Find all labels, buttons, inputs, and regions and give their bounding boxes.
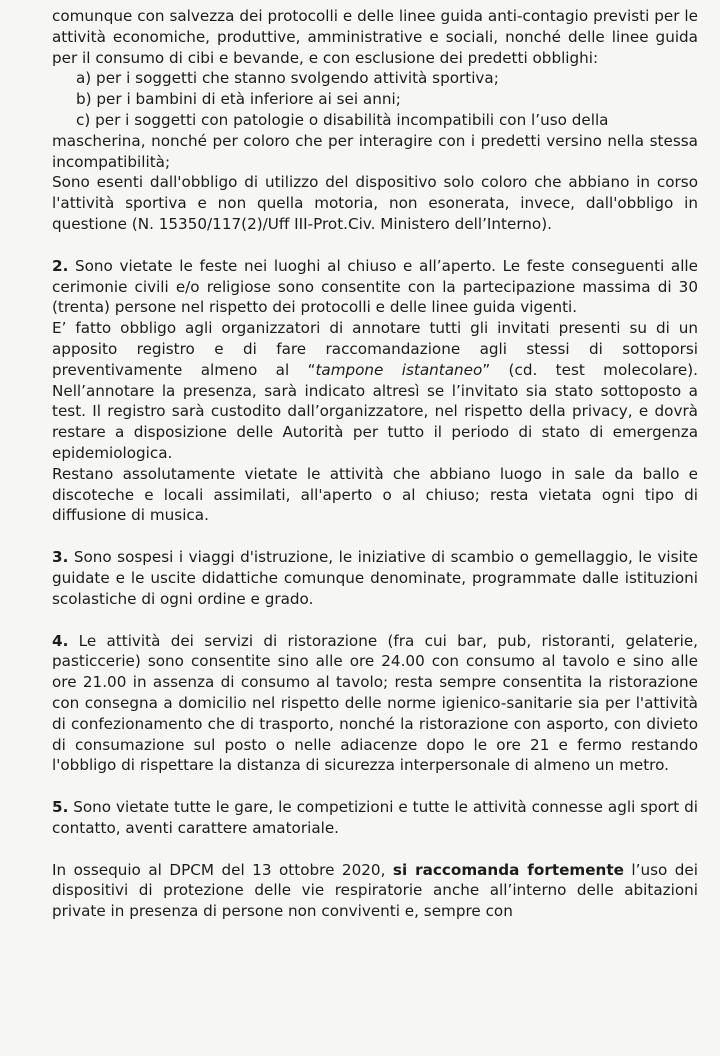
closing-emphasis: si raccomanda fortemente bbox=[392, 860, 624, 879]
section-2-paragraph-3: Restano assolutamente vietate le attività che abbiano luogo in sale da ballo e discoteche e locali assimilati, all'aperto o al chiuso; resta vietata ogni tipo di diffusione di musica. bbox=[52, 464, 698, 525]
intro-paragraph: comunque con salvezza dei protocolli e delle linee guida anti-contagio previsti per le attività economiche, produttive, amministrative e sociali, nonché delle linee guida per il consumo di cibi e bevande, e con esclusione dei predetti obblighi: bbox=[52, 7, 698, 67]
closing-text-after: l’uso dei dispositivi di protezione delle vie respiratorie anche all’interno delle abitazioni private in presenza di persone non conviventi e, sempre con bbox=[52, 860, 698, 921]
closing-text-before: In ossequio al DPCM del 13 ottobre 2020, bbox=[52, 860, 393, 879]
section-2-number: 2. bbox=[52, 256, 69, 275]
section-3-number: 3. bbox=[52, 548, 69, 567]
list-item-c: c) per i soggetti con patologie o disabilità incompatibili con l’uso della bbox=[76, 110, 609, 129]
section-4-number: 4. bbox=[52, 631, 69, 650]
section-5-number: 5. bbox=[52, 798, 69, 817]
section-2-text-2a: E’ fatto obbligo agli organizzatori di annotare tutti gli invitati presenti su di un apposito registro e di fare raccomandazione agli stessi di sottoporsi preventivamente almeno al “ bbox=[52, 319, 698, 379]
section-2-text-1: Sono vietate le feste nei luoghi al chiuso e all’aperto. Le feste conseguenti alle cerimonie civili e/o religiose sono consentite con la partecipazione massima di 30 (trenta) persone nel rispetto dei protocolli e delle linee guida vigenti. bbox=[52, 256, 698, 317]
closing-paragraph bbox=[52, 860, 698, 922]
exemption-paragraph: Sono esenti dall'obbligo di utilizzo del dispositivo solo coloro che abbiano in corso l'attività sportiva e non quella motoria, non esonerata, invece, dall'obbligo in questione (N. 15350/117(2)/Uff III-Prot.Civ. Ministero dell’Interno). bbox=[52, 173, 698, 233]
section-3-text: Sono sospesi i viaggi d'istruzione, le iniziative di scambio o gemellaggio, le visite guidate e le uscite didattiche comunque denominate, programmate dalle istituzioni scolastiche di ogni ordine e grado. bbox=[52, 548, 698, 608]
section-4-text: Le attività dei servizi di ristorazione (fra cui bar, pub, ristoranti, gelaterie, pasticcerie) sono consentite sino alle ore 24.00 con consumo al tavolo e sino alle ore 21.00 in assenza di consumo al tavolo; resta sempre consentita la ristorazione con consegna a domicilio nel rispetto delle norme igienico-sanitarie sia per l'attività di confezionamento che di trasporto, nonché la ristorazione con asporto, con divieto di consumazione sul posto o nelle adiacenze dopo le ore 21 e fermo restando l'obbligo di rispettare la distanza di sicurezza interpersonale di almeno un metro. bbox=[52, 631, 698, 775]
section-5-text: Sono vietate tutte le gare, le competizioni e tutte le attività connesse agli sport di contatto, aventi carattere amatoriale. bbox=[52, 798, 699, 837]
list-item-c-continuation: mascherina, nonché per coloro che per interagire con i predetti versino nella stessa incompatibilità; bbox=[52, 131, 698, 171]
section-2-text-2b: ” (cd. test molecolare). Nell’annotare la presenza, sarà indicato altresì se l’invitato sia stato sottoposto a test. Il registro sarà custodito dall’organizzatore, nel rispetto della privacy, e dovrà restare a disposizione delle Autorità per tutto il periodo di stato di emergenza epidemiologica. bbox=[52, 360, 698, 462]
section-5-paragraph bbox=[52, 797, 698, 839]
list-item-a: a) per i soggetti che stanno svolgendo attività sportiva; bbox=[76, 69, 499, 88]
section-2-paragraph-1 bbox=[52, 256, 698, 318]
list-item-b: b) per i bambini di età inferiore ai sei anni; bbox=[76, 90, 401, 109]
section-3-paragraph bbox=[52, 547, 698, 609]
section-2-italic-term: tampone istantaneo bbox=[315, 360, 483, 379]
section-2-paragraph-2 bbox=[52, 318, 698, 464]
section-4-paragraph bbox=[52, 631, 698, 777]
